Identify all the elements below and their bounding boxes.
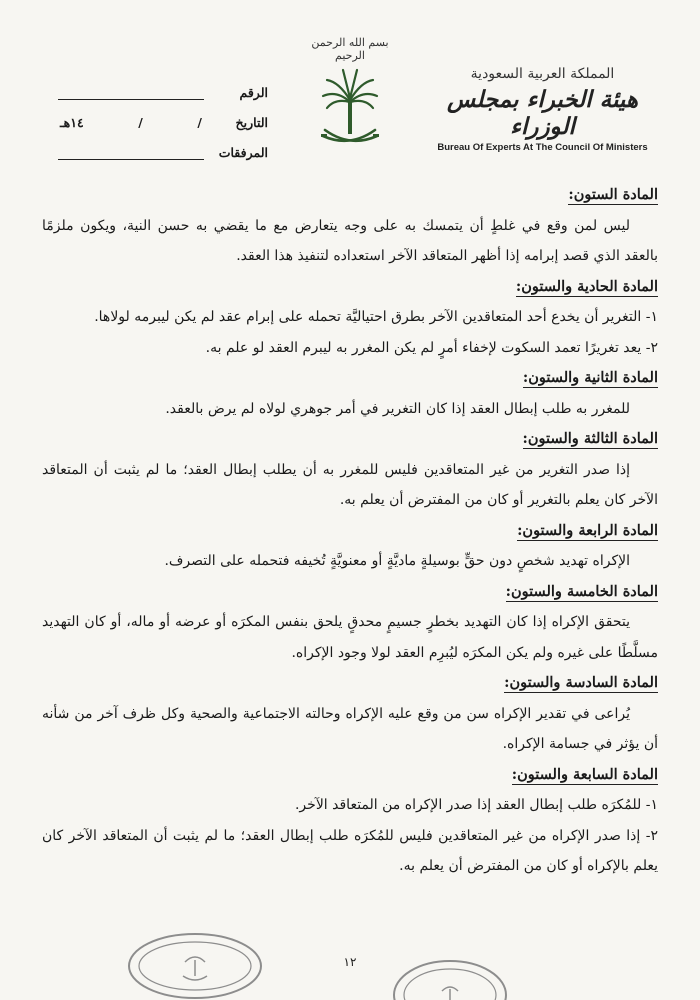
org-name-english: Bureau Of Experts At The Council Of Ministers: [437, 142, 648, 153]
attachments-label: المرفقات: [218, 145, 268, 160]
article-item: ٢- يعد تغريرًا تعمد السكوت لإخفاء أمرٍ لم يكن المغرر به ليبرم العقد لو علم به.: [205, 339, 658, 356]
article-heading: المادة الثانية والستون:: [522, 369, 658, 386]
attachments-field: [58, 147, 204, 160]
article-paragraph: إذا صدر التغرير من غير المتعاقدين فليس للمغرر به أن يطلب إبطال العقد؛ ما لم يثبت أن المتعاقد الآخر كان يعلم بالتغرير أو كان من المفترض أن يعلم به.: [42, 461, 658, 508]
article-60: [42, 180, 658, 272]
page-number: ١٢: [343, 955, 357, 969]
article-heading: المادة السادسة والستون:: [504, 674, 658, 691]
article-64: [42, 516, 658, 577]
official-seal-icon: [125, 930, 265, 1000]
article-66: [42, 668, 658, 760]
article-paragraph: يتحقق الإكراه إذا كان التهديد بخطرٍ جسيمٍ محدقٍ يلحق بنفس المكرَه أو عرضه أو ماله، أو كان التهديد مسلَّطًا على غيره ولم يكن المكرَه ليُبرِم العقد لولا وجود الإكراه.: [42, 614, 658, 661]
attachments-row: [58, 130, 268, 160]
basmala: بسم الله الرحمن الرحيم: [311, 36, 389, 62]
article-65: [42, 577, 658, 669]
article-63: [42, 424, 658, 516]
org-letterhead: [425, 66, 660, 153]
org-country-line: المملكة العربية السعودية: [470, 66, 615, 82]
article-heading: المادة الثالثة والستون:: [522, 430, 658, 447]
article-62: [42, 363, 658, 424]
article-heading: المادة السابعة والستون:: [511, 765, 658, 783]
ref-number-row: [58, 70, 268, 100]
date-suffix: ١٤هـ: [60, 115, 84, 130]
article-heading: المادة الرابعة والستون:: [517, 521, 658, 539]
date-separator: /: [138, 115, 143, 130]
official-seal-icon: [390, 955, 510, 1000]
palm-swords-emblem-icon: [315, 64, 385, 154]
reference-fields: [58, 70, 268, 160]
ref-number-field: [58, 87, 204, 100]
article-67: [42, 760, 658, 882]
article-paragraph: للمغرر به طلب إبطال العقد إذا كان التغرير في أمر جوهري لولاه لم يرض بالعقد.: [165, 400, 630, 417]
article-heading: المادة الخامسة والستون:: [505, 582, 658, 600]
article-paragraph: يُراعى في تقدير الإكراه سن من وقع عليه الإكراه وحالته الاجتماعية والصحية وكل ظرف آخر من شأنه أن يؤثر في جسامة الإكراه.: [42, 705, 658, 752]
document-body: [42, 180, 658, 882]
date-label: التاريخ: [235, 115, 268, 130]
article-heading: المادة الحادية والستون:: [515, 277, 658, 295]
date-field: [58, 115, 204, 130]
date-row: [58, 100, 268, 130]
org-name: هيئة الخبراء بمجلس الوزراء: [447, 86, 638, 140]
date-separator: /: [197, 115, 202, 130]
article-item: ١- التغرير أن يخدع أحد المتعاقدين الآخر بطرق احتياليَّة تحمله على إبرام عقد لم يكن ليبرمه لولاها.: [94, 309, 658, 325]
ref-number-label: الرقم: [239, 85, 268, 100]
article-item: ٢- إذا صدر الإكراه من غير المتعاقدين فليس للمُكرَه طلب إبطال العقد؛ ما لم يثبت أن المتعاقد الآخر كان يعلم بالإكراه أو كان من المفترض أن يعلم به.: [42, 827, 658, 874]
article-paragraph: ليس لمن وقع في غلطٍ أن يتمسك به على وجه يتعارض مع ما يقضي به حسن النية، ويكون ملزمًا بالعقد الذي قصد إبرامه إذا أظهر المتعاقد الآخر استعداده لتنفيذ هذا العقد.: [42, 217, 658, 264]
article-paragraph: الإكراه تهديد شخصٍ دون حقٍّ بوسيلةٍ ماديَّةٍ أو معنويَّةٍ تُخيفه فتحمله على التصرف.: [164, 553, 630, 569]
article-61: [42, 272, 658, 364]
article-heading: المادة الستون:: [568, 186, 658, 203]
emblem: [300, 36, 400, 158]
article-item: ١- للمُكرَه طلب إبطال العقد إذا صدر الإكراه من المتعاقد الآخر.: [294, 797, 658, 813]
